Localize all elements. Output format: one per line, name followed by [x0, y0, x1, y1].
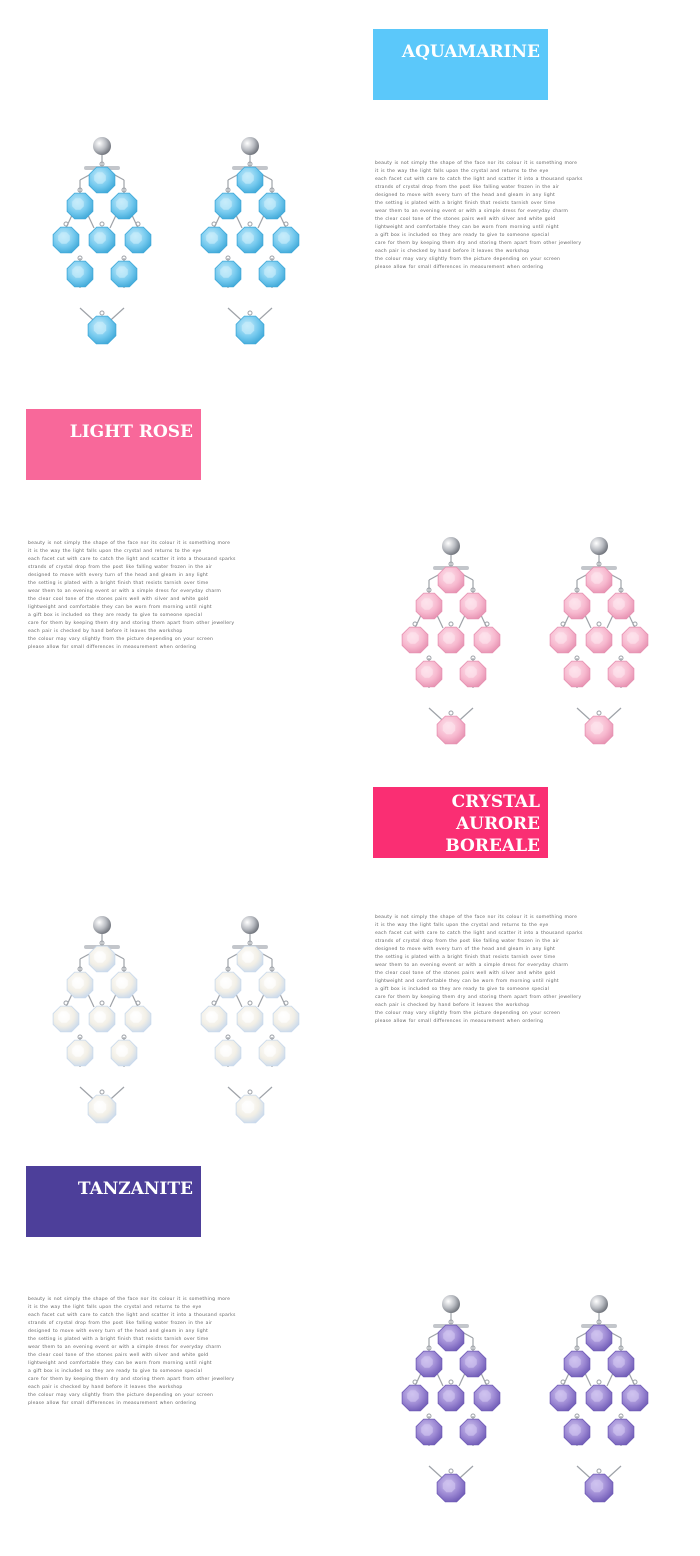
description-line: strands of crystal drop from the post like falling water frozen in the air — [375, 185, 560, 190]
description-line: beauty is not simply the shape of the face nor its colour it is something more — [28, 1297, 231, 1302]
description-line: a gift box is included so they are ready to give to someone special — [28, 1369, 203, 1374]
description-line: wear them to an evening event or with a simple dress for everyday charm — [28, 1345, 222, 1350]
description-crystal-aurore-boreale — [375, 914, 627, 1026]
earring-drawing — [401, 518, 501, 758]
description-line: designed to move with every turn of the head and gleam in any light — [375, 947, 555, 952]
earring-left-aquamarine — [52, 118, 152, 358]
description-line: lightweight and comfortable they can be worn from morning until night — [375, 979, 559, 984]
description-line: each pair is checked by hand before it leaves the workshop — [375, 249, 530, 254]
description-line: the clear cool tone of the stones pairs well with silver and white gold — [375, 217, 556, 222]
description-line: it is the way the light falls upon the crystal and returns to the eye — [28, 549, 202, 554]
description-line: the setting is plated with a bright finish that resists tarnish over time — [28, 1337, 209, 1342]
description-line: please allow for small differences in measurement when ordering — [28, 645, 197, 650]
stud-post — [241, 137, 259, 155]
description-light-rose — [28, 540, 280, 652]
earring-right-aquamarine — [200, 118, 300, 358]
description-line: care for them by keeping them dry and storing them apart from other jewellery — [28, 1377, 235, 1382]
description-line: a gift box is included so they are ready to give to someone special — [375, 233, 550, 238]
description-line: care for them by keeping them dry and storing them apart from other jewellery — [375, 241, 582, 246]
earring-left-crystal-aurore-boreale — [52, 897, 152, 1137]
description-line: strands of crystal drop from the post like falling water frozen in the air — [28, 565, 213, 570]
description-line: lightweight and comfortable they can be worn from morning until night — [28, 1361, 212, 1366]
description-line: the setting is plated with a bright finish that resists tarnish over time — [375, 201, 556, 206]
description-line: it is the way the light falls upon the crystal and returns to the eye — [375, 923, 549, 928]
description-line: designed to move with every turn of the head and gleam in any light — [28, 1329, 208, 1334]
stud-post — [93, 137, 111, 155]
earring-drawing — [401, 1276, 501, 1516]
description-aquamarine — [375, 160, 627, 272]
description-line: the setting is plated with a bright finish that resists tarnish over time — [375, 955, 556, 960]
earring-drawing — [549, 1276, 649, 1516]
description-line: wear them to an evening event or with a simple dress for everyday charm — [375, 209, 569, 214]
stud-post — [442, 537, 460, 555]
description-line: the colour may vary slightly from the picture depending on your screen — [28, 1393, 214, 1398]
description-line: lightweight and comfortable they can be worn from morning until night — [28, 605, 212, 610]
label-line: TANZANITE — [77, 1179, 193, 1199]
description-line: care for them by keeping them dry and storing them apart from other jewellery — [375, 995, 582, 1000]
stud-post — [442, 1295, 460, 1313]
description-line: a gift box is included so they are ready to give to someone special — [28, 613, 203, 618]
description-line: strands of crystal drop from the post like falling water frozen in the air — [28, 1321, 213, 1326]
description-line: wear them to an evening event or with a simple dress for everyday charm — [375, 963, 569, 968]
earring-right-crystal-aurore-boreale — [200, 897, 300, 1137]
stud-post — [241, 916, 259, 934]
description-line: designed to move with every turn of the head and gleam in any light — [28, 573, 208, 578]
earring-drawing — [52, 897, 152, 1137]
earring-left-light-rose — [401, 518, 501, 758]
description-line: beauty is not simply the shape of the face nor its colour it is something more — [375, 915, 578, 920]
description-line: each facet cut with care to catch the light and scatter it into a thousand sparks — [375, 177, 583, 182]
earring-right-tanzanite — [549, 1276, 649, 1516]
description-line: each pair is checked by hand before it leaves the workshop — [375, 1003, 530, 1008]
stud-post — [93, 916, 111, 934]
label-line: LIGHT ROSE — [69, 422, 193, 442]
description-line: the clear cool tone of the stones pairs well with silver and white gold — [375, 971, 556, 976]
description-line: the setting is plated with a bright finish that resists tarnish over time — [28, 581, 209, 586]
label-crystal-aurore-boreale — [373, 787, 548, 858]
label-aquamarine — [373, 29, 548, 100]
description-line: the clear cool tone of the stones pairs well with silver and white gold — [28, 1353, 209, 1358]
description-line: a gift box is included so they are ready to give to someone special — [375, 987, 550, 992]
description-line: each pair is checked by hand before it leaves the workshop — [28, 629, 183, 634]
label-line: BOREALE — [445, 836, 540, 856]
label-line: AQUAMARINE — [401, 42, 540, 62]
description-line: the colour may vary slightly from the picture depending on your screen — [28, 637, 214, 642]
label-tanzanite — [26, 1166, 201, 1237]
description-line: it is the way the light falls upon the crystal and returns to the eye — [28, 1305, 202, 1310]
description-line: each facet cut with care to catch the light and scatter it into a thousand sparks — [28, 557, 236, 562]
earring-right-light-rose — [549, 518, 649, 758]
description-line: care for them by keeping them dry and storing them apart from other jewellery — [28, 621, 235, 626]
earring-drawing — [200, 897, 300, 1137]
description-line: designed to move with every turn of the head and gleam in any light — [375, 193, 555, 198]
description-line: the clear cool tone of the stones pairs well with silver and white gold — [28, 597, 209, 602]
label-line: CRYSTAL AURORE — [451, 792, 540, 834]
stud-post — [590, 537, 608, 555]
description-line: please allow for small differences in measurement when ordering — [375, 1019, 544, 1024]
description-line: wear them to an evening event or with a simple dress for everyday charm — [28, 589, 222, 594]
earring-drawing — [549, 518, 649, 758]
earring-left-tanzanite — [401, 1276, 501, 1516]
earring-drawing — [52, 118, 152, 358]
description-line: it is the way the light falls upon the crystal and returns to the eye — [375, 169, 549, 174]
description-line: please allow for small differences in measurement when ordering — [375, 265, 544, 270]
label-light-rose — [26, 409, 201, 480]
description-line: please allow for small differences in measurement when ordering — [28, 1401, 197, 1406]
description-line: the colour may vary slightly from the picture depending on your screen — [375, 257, 561, 262]
description-line: beauty is not simply the shape of the face nor its colour it is something more — [28, 541, 231, 546]
description-line: each facet cut with care to catch the light and scatter it into a thousand sparks — [28, 1313, 236, 1318]
stud-post — [590, 1295, 608, 1313]
description-tanzanite — [28, 1296, 280, 1408]
description-line: each pair is checked by hand before it leaves the workshop — [28, 1385, 183, 1390]
description-line: beauty is not simply the shape of the face nor its colour it is something more — [375, 161, 578, 166]
description-line: strands of crystal drop from the post like falling water frozen in the air — [375, 939, 560, 944]
description-line: each facet cut with care to catch the light and scatter it into a thousand sparks — [375, 931, 583, 936]
description-line: the colour may vary slightly from the picture depending on your screen — [375, 1011, 561, 1016]
earring-drawing — [200, 118, 300, 358]
description-line: lightweight and comfortable they can be worn from morning until night — [375, 225, 559, 230]
